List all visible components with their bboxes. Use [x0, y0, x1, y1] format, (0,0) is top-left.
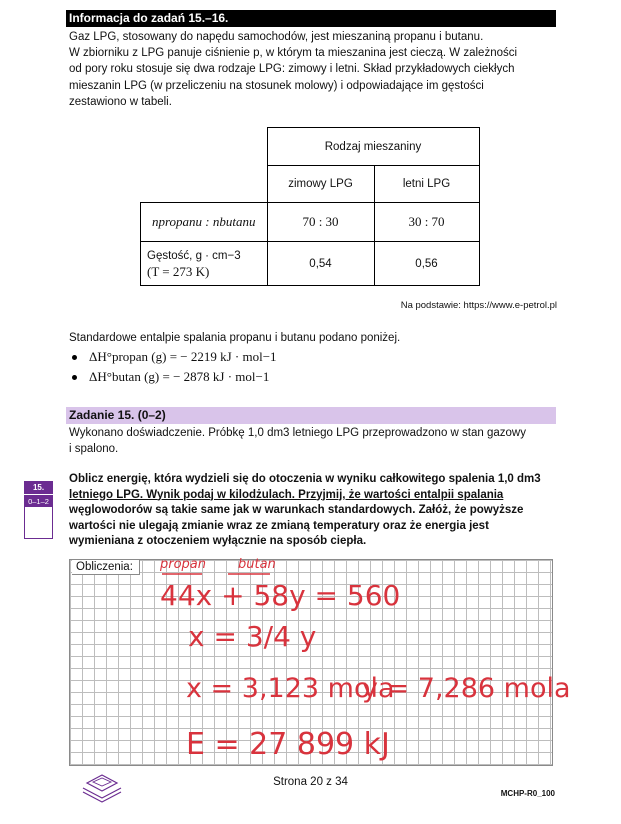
hand-energy: E = 27 899 kJ [186, 727, 390, 762]
intro-line-2: W zbiorniku z LPG panuje ciśnienie p, w którym ta mieszanina jest cieczą. W zależności [69, 47, 518, 60]
enthalpy-list [69, 347, 277, 387]
density-label-line-1: Gęstość, g · cm−3 [147, 249, 241, 262]
score-blank-field[interactable] [25, 507, 52, 538]
table-row-ratio-label [141, 203, 268, 242]
table-ratio-winter: 70 : 30 [267, 203, 374, 242]
task-points: 0–1–2 [24, 494, 53, 507]
source-note: Na podstawie: https://www.e-petrol.pl [400, 300, 557, 311]
instruction-line-5: wymieniana z otoczeniem wyłącznie na sposób ciepła. [69, 535, 367, 547]
hand-result-y: y = 7,286 mola [362, 673, 571, 704]
task-number: 15. [24, 481, 53, 494]
footer-document-code: MCHP-R0_100 [500, 789, 555, 798]
lpg-composition-table [140, 127, 480, 286]
intro-line-1: Gaz LPG, stosowany do napędu samochodów, jest mieszaniną propanu i butanu. [69, 31, 484, 43]
intro-line-5: zestawiono w tabeli. [69, 95, 172, 108]
hand-label-butan: butan [238, 557, 276, 572]
instruction-line-1: Oblicz energię, która wydzieli się do otoczenia w wyniku całkowitego spalenia 1,0 dm3 [69, 473, 541, 485]
instruction-line-2: letniego LPG. Wynik podaj w kilodżulach. Przyjmij, że wartości entalpii spalania [69, 488, 504, 501]
task-title: Zadanie 15. (0–2) [69, 408, 166, 422]
instruction-line-3: węglowodorów są takie same jak w warunkach standardowych. Załóż, że powyższe [69, 504, 524, 516]
table-col-winter: zimowy LPG [267, 166, 374, 203]
calculation-grid[interactable] [69, 559, 553, 766]
hand-equation-2: x = 3/4 y [188, 620, 317, 653]
info-header [66, 10, 556, 27]
table-ratio-summer: 30 : 70 [374, 203, 479, 242]
instruction-line-4: wartości nie ulegają zmianie wraz ze zmianą temperatury oraz że energia jest [69, 519, 489, 532]
table-group-header: Rodzaj mieszaniny [267, 128, 479, 166]
table-density-summer: 0,56 [374, 242, 479, 286]
intro-line-3: od pory roku stosuje się dwa rodzaje LPG: zimowy i letni. Skład przykładowych ciekłych [69, 63, 515, 76]
table-col-summer: letni LPG [374, 166, 479, 203]
ratio-label-text: npropanu : nbutanu [151, 214, 256, 229]
table-empty-corner [141, 128, 268, 166]
enthalpy-intro: Standardowe entalpie spalania propanu i butanu podano poniżej. [69, 332, 401, 344]
intro-line-4: mieszanin LPG (w przeliczeniu na stosunek molowy) i odpowiadające im gęstości [69, 79, 484, 92]
enthalpy-propan: ΔH°propan (g) = − 2219 kJ · mol−1 [69, 347, 277, 367]
table-empty-corner-2 [141, 166, 268, 203]
calculation-label: Obliczenia: [72, 560, 140, 575]
info-header-title: Informacja do zadań 15.–16. [69, 11, 229, 25]
density-label-line-2: (T = 273 K) [147, 263, 210, 279]
experiment-text [69, 425, 549, 457]
footer-page-number: Strona 20 z 34 [273, 776, 348, 788]
table-density-winter: 0,54 [267, 242, 374, 286]
task-instruction [69, 472, 557, 550]
task-header [66, 407, 556, 424]
intro-paragraph [69, 29, 549, 110]
enthalpy-butan: ΔH°butan (g) = − 2878 kJ · mol−1 [69, 367, 277, 387]
experiment-line-2: i spalono. [69, 443, 119, 455]
hand-label-propan: propan [160, 557, 207, 572]
experiment-line-1: Wykonano doświadczenie. Próbkę 1,0 dm3 letniego LPG przeprowadzono w stan gazowy [69, 427, 526, 439]
hand-equation-1: 44x + 58y = 560 [160, 579, 401, 612]
hand-result-x: x = 3,123 mola [186, 673, 395, 704]
table-row-density-label [141, 242, 268, 286]
